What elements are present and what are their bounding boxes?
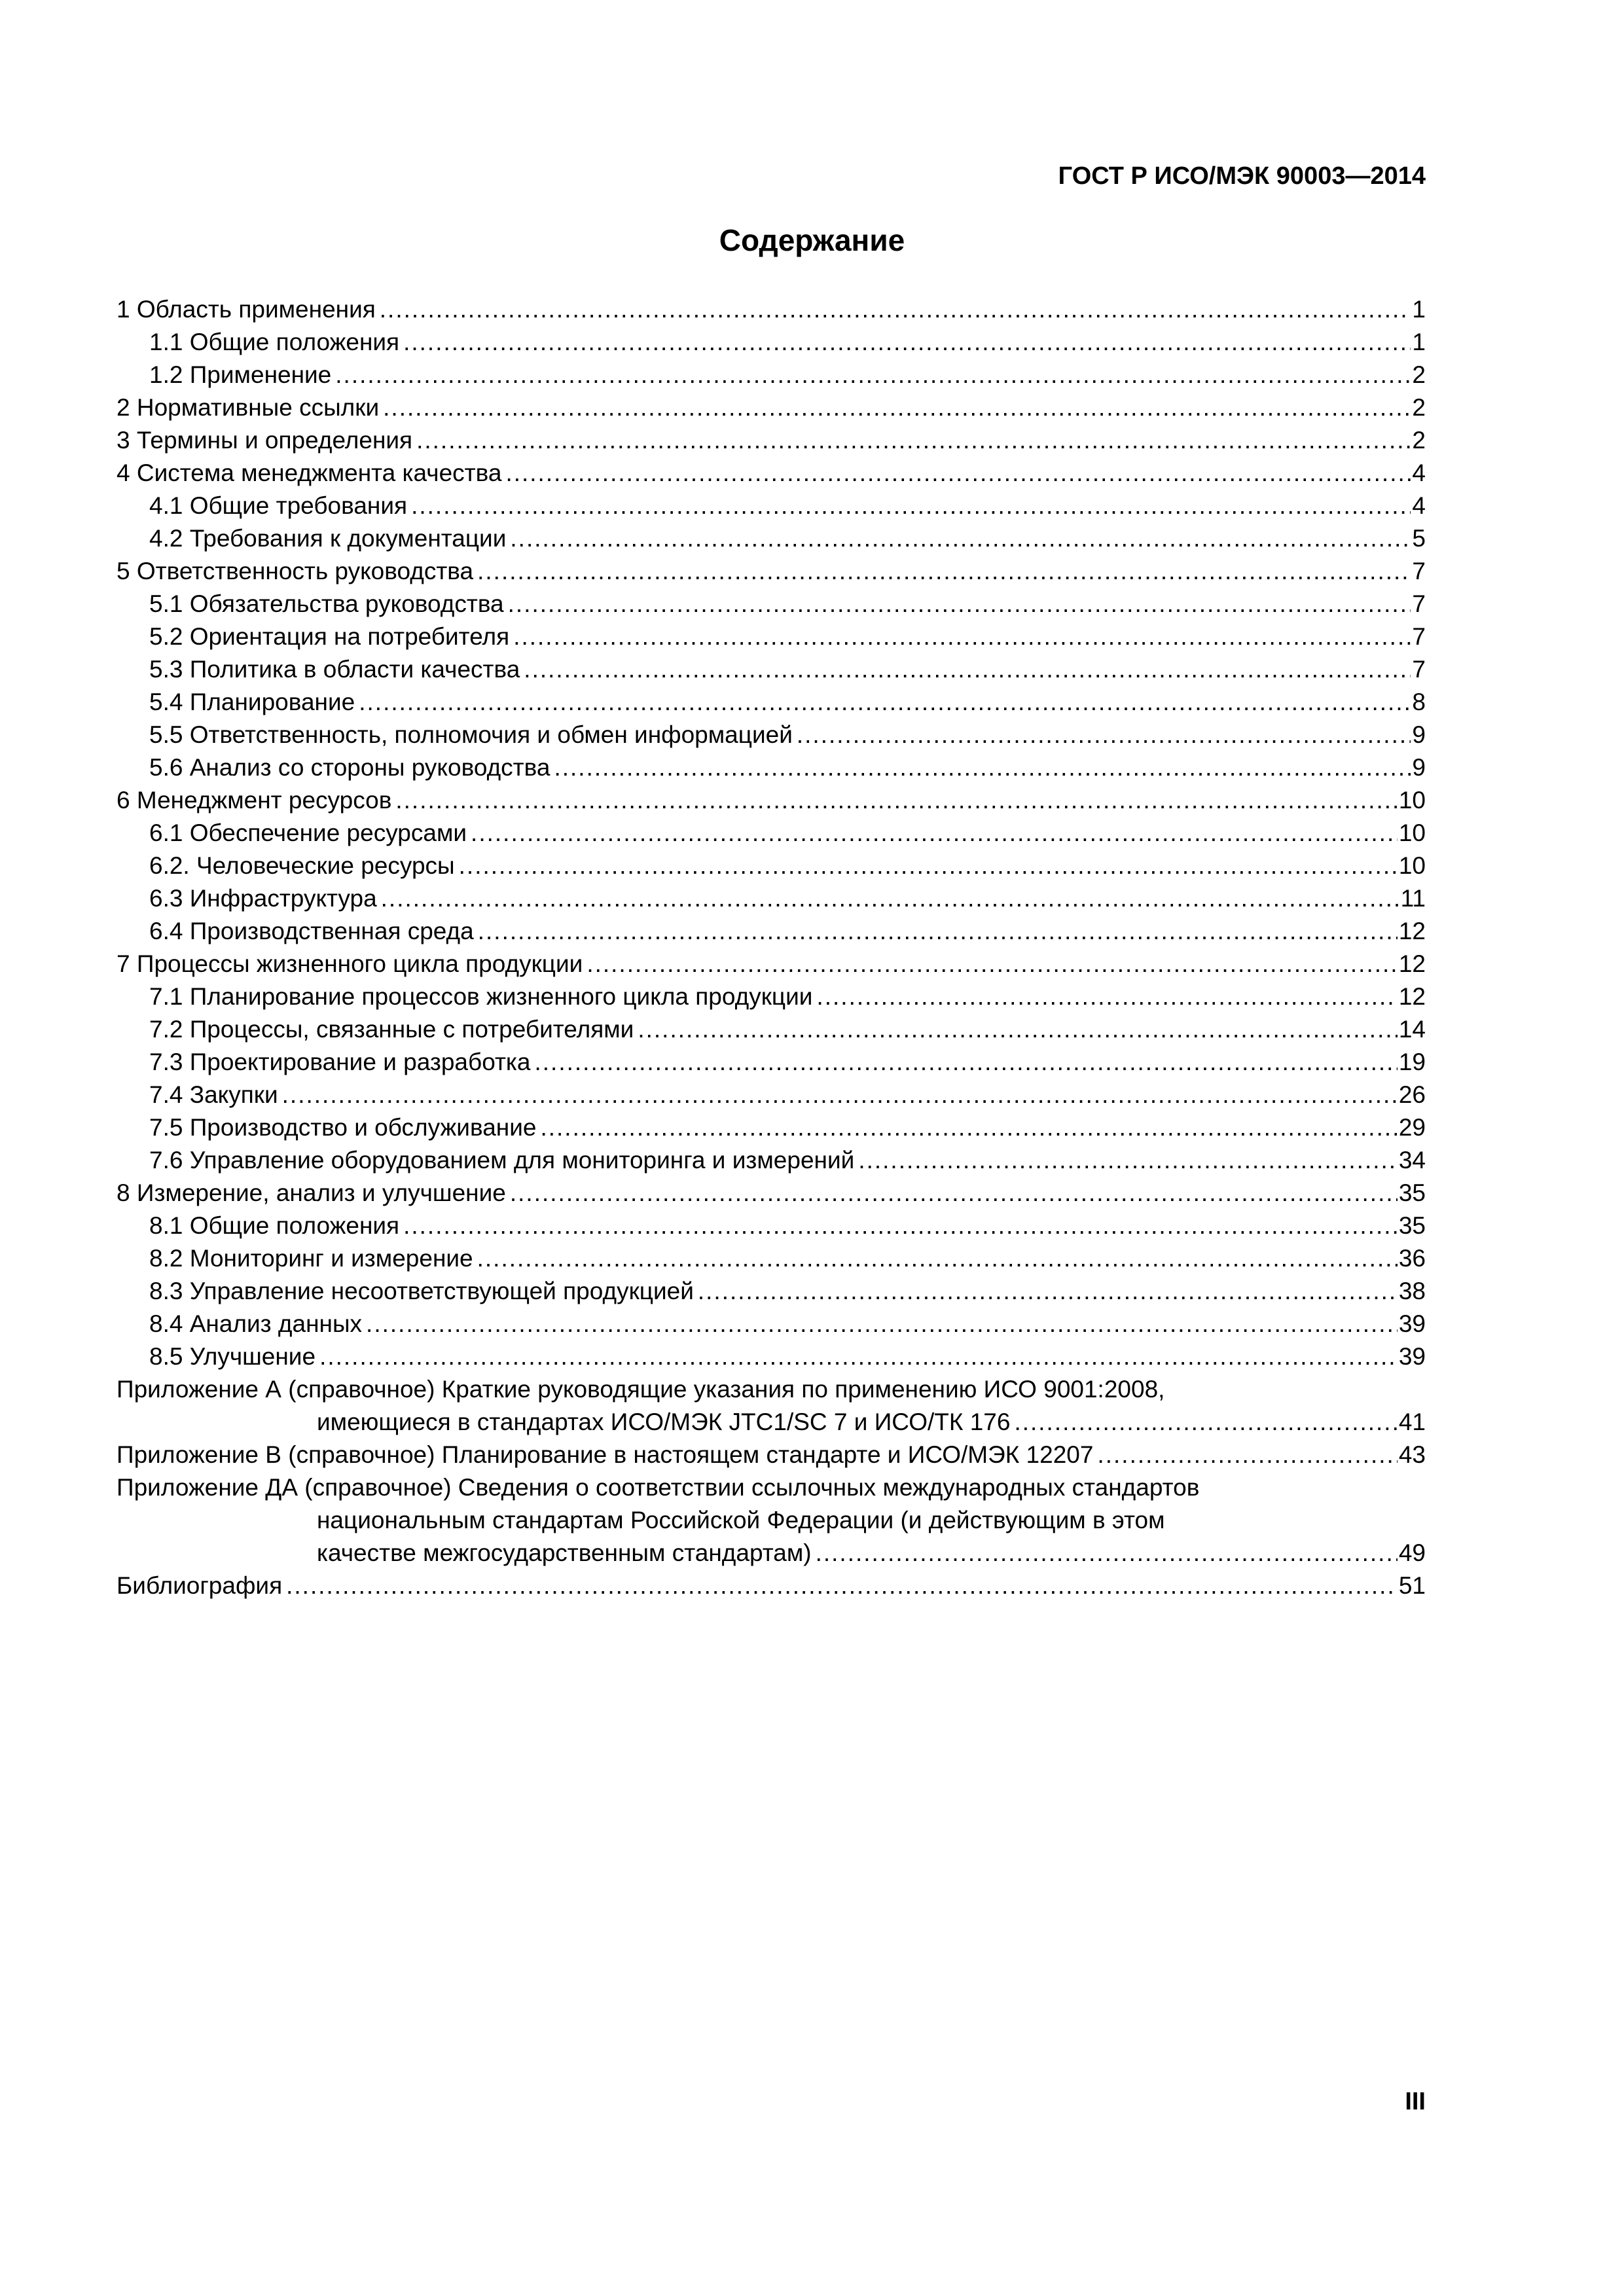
toc-entry-label: 8.5 Улучшение [149, 1343, 316, 1370]
toc-entry[interactable] [117, 1013, 1426, 1046]
toc-page-number: 14 [1398, 1016, 1426, 1043]
toc-appendix-da-line1[interactable]: Приложение ДА (справочное) Сведения о соответствии ссылочных международных стандартов [117, 1474, 1200, 1501]
toc-leader-dots [282, 1079, 1398, 1111]
toc-page-number: 35 [1398, 1212, 1426, 1239]
toc-entry-label: 8.1 Общие положения [149, 1212, 400, 1239]
toc-leader-dots [416, 424, 1411, 457]
toc-page-number: 7 [1412, 623, 1426, 650]
toc-entry-label: 6 Менеджмент ресурсов [117, 787, 392, 814]
toc-entry[interactable] [117, 686, 1426, 719]
toc-entry-label: 7 Процессы жизненного цикла продукции [117, 950, 583, 977]
toc-leader-dots [471, 817, 1398, 850]
toc-page-number: 2 [1412, 427, 1426, 454]
toc-leader-dots [797, 719, 1411, 751]
toc-leader-dots [383, 391, 1411, 424]
toc-leader-dots [586, 948, 1398, 980]
toc-leader-dots [698, 1275, 1398, 1308]
toc-page-number: 51 [1398, 1572, 1426, 1599]
toc-page-number: 39 [1398, 1343, 1426, 1370]
toc-leader-dots [554, 751, 1411, 784]
toc-entry[interactable] [117, 1046, 1426, 1079]
toc-entry-label: 3 Термины и определения [117, 427, 413, 454]
toc-page-number: 4 [1412, 492, 1426, 519]
toc-page-number: 29 [1398, 1114, 1426, 1141]
toc-page-number: 2 [1412, 361, 1426, 388]
toc-entry-label: 6.3 Инфраструктура [149, 885, 377, 912]
toc-entry[interactable] [117, 1340, 1426, 1373]
toc-page-number: 11 [1400, 885, 1426, 912]
toc-entry[interactable] [117, 1144, 1426, 1177]
toc-page-number: 9 [1412, 721, 1426, 748]
toc-entry-appendix-b[interactable] [117, 1439, 1426, 1471]
toc-leader-dots [403, 1210, 1398, 1242]
toc-entry[interactable] [117, 751, 1426, 784]
toc-entry-appendix-da[interactable] [117, 1537, 1426, 1570]
toc-entry-appendix-a[interactable] [117, 1406, 1426, 1439]
toc-leader-dots [403, 326, 1411, 359]
toc-leader-dots [381, 882, 1399, 915]
toc-leader-dots [540, 1111, 1397, 1144]
toc-entry[interactable] [117, 882, 1426, 915]
toc-leader-dots [359, 686, 1411, 719]
toc-entry[interactable] [117, 948, 1426, 980]
toc-page-number: 35 [1398, 1179, 1426, 1206]
toc-entry-label: 8 Измерение, анализ и улучшение [117, 1179, 506, 1206]
toc-entry-label: 7.6 Управление оборудованием для мониторинга и измерений [149, 1147, 855, 1174]
toc-page-number: 10 [1398, 852, 1426, 879]
toc-entry-label: Библиография [117, 1572, 283, 1599]
toc-entry-label: 8.2 Мониторинг и измерение [149, 1245, 473, 1272]
toc-entry[interactable] [117, 424, 1426, 457]
toc-entry-bibliography[interactable] [117, 1570, 1426, 1602]
toc-leader-dots [816, 1537, 1398, 1570]
toc-entry[interactable] [117, 490, 1426, 522]
toc-page-number: 38 [1398, 1278, 1426, 1304]
toc-page-number: 49 [1398, 1539, 1426, 1566]
toc-entry-label: 4.2 Требования к документации [149, 525, 507, 552]
toc-entry[interactable] [117, 653, 1426, 686]
toc-page-number: 8 [1412, 689, 1426, 715]
toc-entry-label: 1 Область применения [117, 296, 376, 323]
toc-entry[interactable] [117, 293, 1426, 326]
toc-page-number: 12 [1398, 950, 1426, 977]
toc-leader-dots [1014, 1406, 1397, 1439]
toc-entry-label: Приложение В (справочное) Планирование в настоящем стандарте и ИСО/МЭК 12207 [117, 1441, 1094, 1468]
toc-leader-dots [510, 1177, 1398, 1210]
toc-entry[interactable] [117, 1210, 1426, 1242]
toc-entry-label: 1.2 Применение [149, 361, 332, 388]
toc-entry-label: 7.1 Планирование процессов жизненного цикла продукции [149, 983, 813, 1010]
toc-leader-dots [513, 620, 1411, 653]
toc-entry[interactable] [117, 784, 1426, 817]
page-number: III [1405, 2088, 1426, 2115]
toc-page-number: 1 [1412, 329, 1426, 355]
toc-entry-label: 8.3 Управление несоответствующей продукцией [149, 1278, 694, 1304]
toc-entry-label: 6.2. Человеческие ресурсы [149, 852, 455, 879]
toc-leader-dots [505, 457, 1411, 490]
toc-page-number: 7 [1412, 558, 1426, 584]
table-of-contents [117, 293, 1426, 1602]
toc-entry-label: 5.6 Анализ со стороны руководства [149, 754, 550, 781]
toc-entry[interactable] [117, 457, 1426, 490]
toc-entry-label: 5.4 Планирование [149, 689, 355, 715]
toc-leader-dots [508, 588, 1411, 620]
toc-leader-dots [816, 980, 1397, 1013]
toc-leader-dots [524, 653, 1411, 686]
toc-entry[interactable] [117, 326, 1426, 359]
toc-entry[interactable] [117, 1308, 1426, 1340]
toc-entry[interactable] [117, 817, 1426, 850]
toc-entry[interactable] [117, 915, 1426, 948]
toc-leader-dots [638, 1013, 1398, 1046]
toc-page-number: 1 [1412, 296, 1426, 323]
toc-entry-label: 7.2 Процессы, связанные с потребителями [149, 1016, 634, 1043]
document-standard-header: ГОСТ Р ИСО/МЭК 90003—2014 [1058, 162, 1426, 190]
toc-entry[interactable] [117, 522, 1426, 555]
toc-entry-label: качестве межгосударственным стандартам) [317, 1539, 812, 1566]
toc-page-number: 10 [1398, 819, 1426, 846]
toc-entry-label: 2 Нормативные ссылки [117, 394, 380, 421]
toc-entry-label: 5.1 Обязательства руководства [149, 590, 504, 617]
toc-entry[interactable] [117, 588, 1426, 620]
toc-page-number: 12 [1398, 918, 1426, 944]
toc-appendix-a-line1[interactable]: Приложение А (справочное) Краткие руководящие указания по применению ИСО 9001:2008, [117, 1376, 1165, 1403]
toc-leader-dots [459, 850, 1398, 882]
toc-page-number: 43 [1398, 1441, 1426, 1468]
toc-page-number: 4 [1412, 459, 1426, 486]
toc-entry-label: 5.3 Политика в области качества [149, 656, 520, 683]
toc-entry[interactable] [117, 980, 1426, 1013]
toc-entry-label: 6.4 Производственная среда [149, 918, 474, 944]
toc-entry[interactable] [117, 359, 1426, 391]
toc-entry[interactable] [117, 391, 1426, 424]
toc-leader-dots [477, 555, 1411, 588]
toc-entry-label: 8.4 Анализ данных [149, 1310, 363, 1337]
toc-entry-label: 4 Система менеджмента качества [117, 459, 502, 486]
toc-leader-dots [335, 359, 1411, 391]
toc-leader-dots [477, 1242, 1398, 1275]
toc-entry-label: имеющиеся в стандартах ИСО/МЭК JTC1/SC 7 и ИСО/ТК 176 [317, 1408, 1011, 1435]
toc-leader-dots [411, 490, 1411, 522]
page-title: Содержание [719, 223, 905, 257]
toc-entry-label: 4.1 Общие требования [149, 492, 408, 519]
toc-page-number: 7 [1412, 590, 1426, 617]
toc-entry[interactable] [117, 850, 1426, 882]
toc-leader-dots [510, 522, 1411, 555]
toc-leader-dots [1097, 1439, 1397, 1471]
toc-leader-dots [319, 1340, 1398, 1373]
toc-entry-label: 7.5 Производство и обслуживание [149, 1114, 537, 1141]
toc-page-number: 19 [1398, 1049, 1426, 1075]
toc-entry-label: 7.3 Проектирование и разработка [149, 1049, 531, 1075]
toc-page-number: 34 [1398, 1147, 1426, 1174]
toc-page-number: 41 [1398, 1408, 1426, 1435]
toc-leader-dots [534, 1046, 1397, 1079]
toc-page-number: 39 [1398, 1310, 1426, 1337]
toc-page-number: 7 [1412, 656, 1426, 683]
toc-entry[interactable] [117, 1177, 1426, 1210]
toc-entry-label: 7.4 Закупки [149, 1081, 278, 1108]
toc-leader-dots [380, 293, 1411, 326]
toc-page-number: 12 [1398, 983, 1426, 1010]
toc-entry[interactable] [117, 620, 1426, 653]
toc-appendix-da-line2[interactable]: национальным стандартам Российской Федерации (и действующим в этом [317, 1507, 1165, 1534]
toc-entry-label: 6.1 Обеспечение ресурсами [149, 819, 467, 846]
toc-entry[interactable] [117, 1275, 1426, 1308]
toc-entry[interactable] [117, 1111, 1426, 1144]
toc-entry[interactable] [117, 555, 1426, 588]
toc-entry-label: 5 Ответственность руководства [117, 558, 474, 584]
toc-entry-label: 5.5 Ответственность, полномочия и обмен информацией [149, 721, 793, 748]
toc-leader-dots [858, 1144, 1398, 1177]
toc-page-number: 26 [1398, 1081, 1426, 1108]
toc-page-number: 2 [1412, 394, 1426, 421]
toc-page-number: 10 [1398, 787, 1426, 814]
toc-entry-label: 1.1 Общие положения [149, 329, 400, 355]
toc-leader-dots [478, 915, 1398, 948]
toc-entry[interactable] [117, 1079, 1426, 1111]
toc-page-number: 5 [1412, 525, 1426, 552]
toc-entry[interactable] [117, 719, 1426, 751]
toc-page-number: 9 [1412, 754, 1426, 781]
toc-leader-dots [366, 1308, 1398, 1340]
toc-entry-label: 5.2 Ориентация на потребителя [149, 623, 510, 650]
toc-page-number: 36 [1398, 1245, 1426, 1272]
toc-leader-dots [286, 1570, 1398, 1602]
toc-entry[interactable] [117, 1242, 1426, 1275]
toc-leader-dots [395, 784, 1397, 817]
